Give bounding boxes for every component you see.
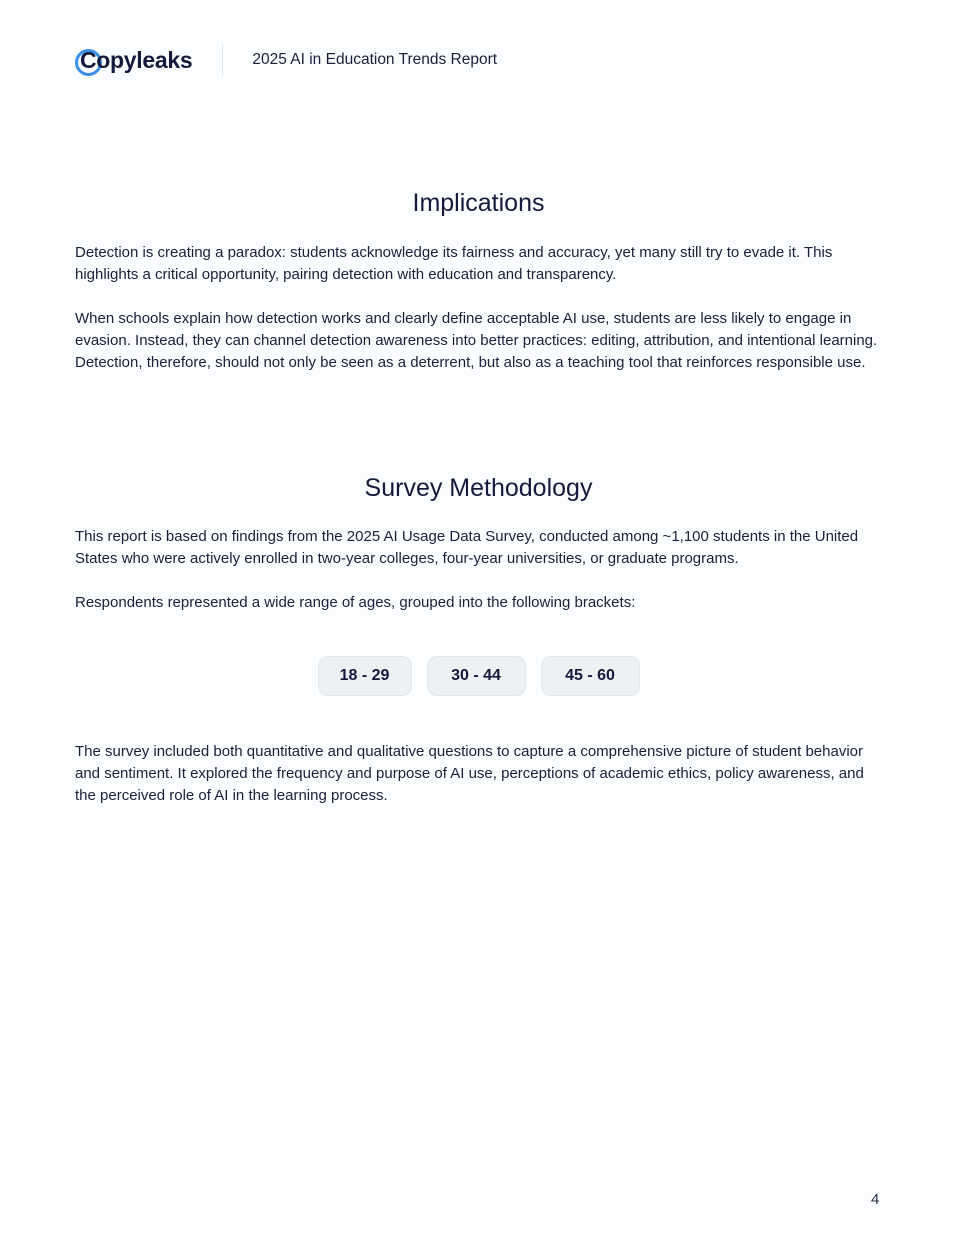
methodology-paragraph-1: This report is based on findings from the 2025 AI Usage Data Survey, conducted among ~1,100 students in the United States who were actively enrolled in two-year colleges, four-year universities, or graduate programs. — [75, 528, 859, 567]
logo-text: Copyleaks — [80, 46, 193, 73]
implications-paragraph-2: When schools explain how detection works and clearly define acceptable AI use, students are less likely to engage in evasion. Instead, they can channel detection awareness into better practices: editing, attribution, and intentional learning. Detection, therefore, should not only be seen as a deterrent, but also as a teaching tool that reinforces responsible use. — [75, 310, 878, 371]
header-divider — [222, 45, 223, 75]
implications-heading: Implications — [412, 189, 545, 217]
age-bracket-chip: 30 - 44 — [427, 656, 526, 696]
methodology-paragraph-3: The survey included both quantitative and qualitative questions to capture a comprehensive picture of student behavior and sentiment. It explored the frequency and purpose of AI use, perceptions of academic ethics, policy awareness, and the perceived role of AI in the learning process. — [75, 743, 864, 804]
implications-paragraph-1: Detection is creating a paradox: students acknowledge its fairness and accuracy, yet many still try to evade it. This highlights a critical opportunity, pairing detection with education and transparency. — [75, 244, 833, 283]
methodology-paragraph-2: Respondents represented a wide range of ages, grouped into the following brackets: — [75, 594, 636, 611]
age-bracket-chip: 18 - 29 — [318, 656, 412, 696]
methodology-heading: Survey Methodology — [364, 474, 593, 502]
page-header — [75, 42, 497, 78]
age-bracket-chip: 45 - 60 — [541, 656, 640, 696]
age-brackets — [0, 656, 957, 696]
page-number: 4 — [871, 1191, 880, 1208]
report-title: 2025 AI in Education Trends Report — [252, 51, 498, 68]
copyleaks-logo — [75, 47, 192, 74]
